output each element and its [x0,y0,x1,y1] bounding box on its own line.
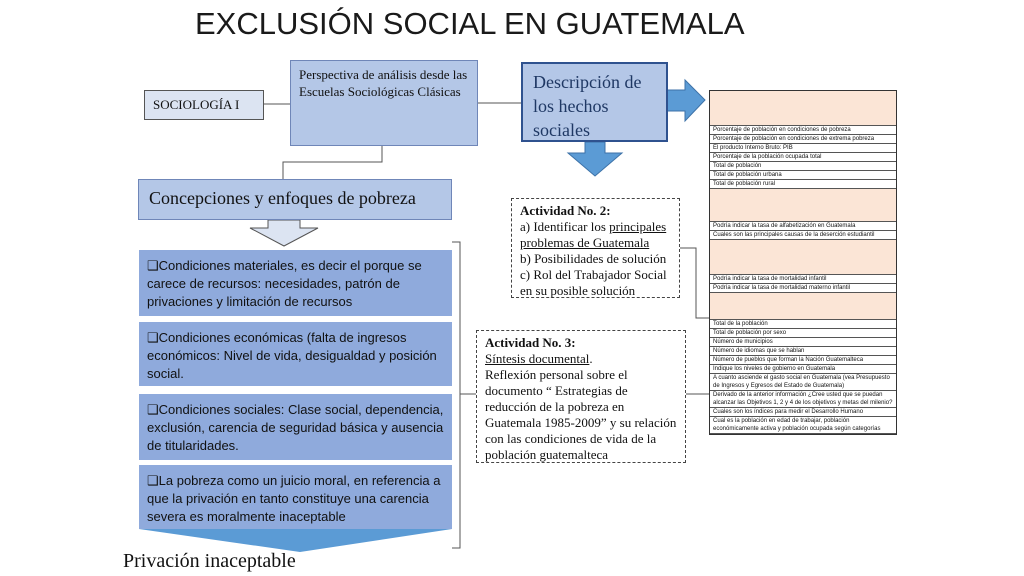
table-row: Total de la población [710,320,896,329]
table-row: Porcentaje de la población ocupada total [710,153,896,162]
descripcion-box: Descripción de los hechos sociales [521,62,668,142]
connector-persp-conc [283,146,382,179]
table-group-health [710,275,896,293]
table-row: Podría indicar la tasa de mortalidad materno infantil [710,284,896,293]
table-spacer [710,91,896,126]
actividad-2-box [511,198,680,298]
arrow-down-conc [250,220,318,246]
table-row: A cuanto asciende el gasto social en Guatemala (vea Presupuesto de Ingresos y Egresos del Estado de Guatemala) [710,374,896,391]
condition-social-box: ❑Condiciones sociales: Clase social, dependencia, exclusión, carencia de seguridad básica y ausencia de titularidades. [139,394,452,460]
actividad-3-box [476,330,686,463]
table-group-education [710,222,896,240]
actividad-2-item-a: a) Identificar los principales problemas de Guatemala [520,219,667,250]
arrow-down-desc [568,142,622,176]
table-spacer [710,240,896,275]
condition-material-box: ❑Condiciones materiales, es decir el porque se carece de recursos: necesidades, patrón de privaciones y limitación de recursos [139,250,452,316]
table-row: Total de población rural [710,180,896,189]
table-row: Indique los niveles de gobierno en Guatemala [710,365,896,374]
actividad-3-body: Reflexión personal sobre el documento “ Estrategias de reducción de la pobreza en Guatemala 1985-2009” y su relación con las condiciones de vida de la población guatemalteca [485,367,677,462]
connector-act2-table [680,248,709,318]
table-row: Total de población por sexo [710,329,896,338]
table-row: Podría indicar la tasa de alfabetización en Guatemala [710,222,896,231]
actividad-2-item-b: b) Posibilidades de solución [520,251,667,266]
table-row: El producto Interno Bruto: PIB [710,144,896,153]
table-spacer [710,189,896,222]
indicators-table [709,90,897,435]
actividad-3-title: Actividad No. 3: [485,335,576,350]
table-group-demographic [710,320,896,434]
table-row: Número de pueblos que forman la Nación Guatemalteca [710,356,896,365]
perspectiva-box: Perspectiva de análisis desde las Escuelas Sociológicas Clásicas [290,60,478,146]
actividad-2-item-c: c) Rol del Trabajador Social en su posible solución [520,267,667,298]
table-row: Cual es la población en edad de trabajar, población económicamente activa y población ocupada según categorías [710,417,896,434]
table-row: Cuales son los índices para medir el Desarrollo Humano [710,408,896,417]
table-row: Número de idiomas que se hablan [710,347,896,356]
bracket-conditions [452,242,460,548]
table-row: Derivado de la anterior información ¿Cree usted que se puedan alcanzar las Objetivos 1, 2 y 4 de los objetivos y metas del milenio? [710,391,896,408]
page-title: EXCLUSIÓN SOCIAL EN GUATEMALA [195,6,745,41]
actividad-3-subtitle: Síntesis documental. [485,351,593,366]
table-row: Podría indicar la tasa de mortalidad infantil [710,275,896,284]
arrow-right-desc [665,80,705,121]
sociologia-box: SOCIOLOGÍA I [144,90,264,120]
actividad-2-title: Actividad No. 2: [520,203,611,218]
privacion-label: Privación inaceptable [123,550,296,572]
table-row: Total de población [710,162,896,171]
table-row: Porcentaje de población en condiciones de extrema pobreza [710,135,896,144]
table-row: Número de municipios [710,338,896,347]
condition-economic-box: ❑Condiciones económicas (falta de ingresos económicos: Nivel de vida, desigualdad y posición social. [139,322,452,386]
table-row: Porcentaje de población en condiciones de pobreza [710,126,896,135]
table-row: Cuales son las principales causas de la deserción estudiantil [710,231,896,240]
table-group-economic [710,126,896,189]
concepciones-box: Concepciones y enfoques de pobreza [138,179,452,220]
table-spacer [710,293,896,320]
condition-moral-box: ❑La pobreza como un juicio moral, en referencia a que la privación en tanto constituye una carencia severa es moralmente inaceptable [139,465,452,529]
arrow-down-bottom [139,529,452,552]
table-row: Total de población urbana [710,171,896,180]
